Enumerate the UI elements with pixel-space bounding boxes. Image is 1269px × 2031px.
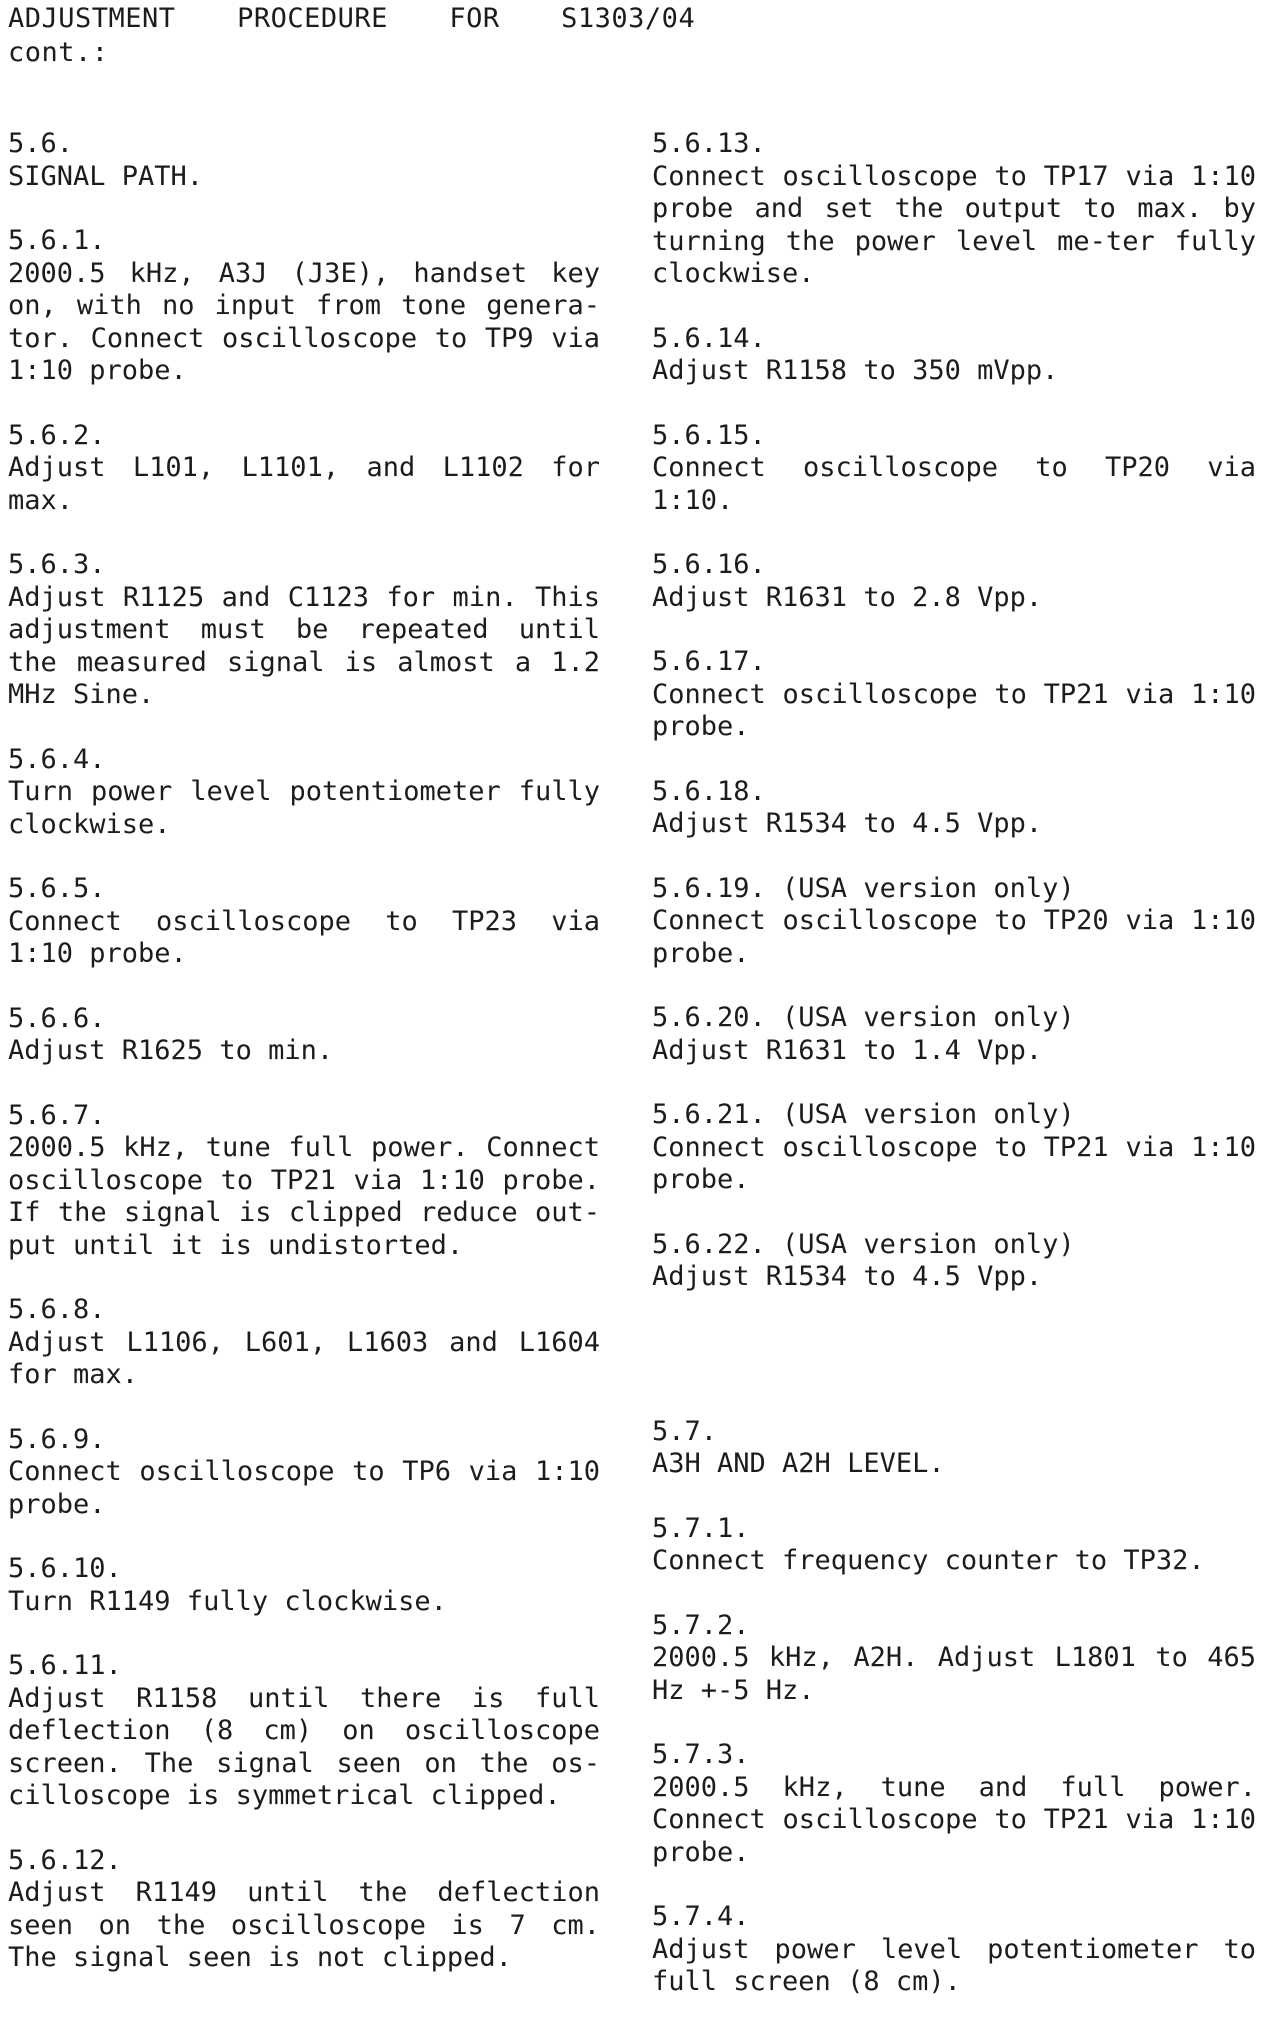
procedure-step bbox=[652, 1229, 1256, 1294]
step-text: Adjust L101, L1101, and L1102 for max. bbox=[8, 452, 600, 516]
procedure-step bbox=[8, 225, 600, 388]
procedure-step bbox=[652, 1416, 1256, 1481]
procedure-step bbox=[652, 1002, 1256, 1067]
right-column bbox=[652, 128, 1256, 2031]
procedure-step bbox=[8, 1845, 600, 1975]
procedure-step bbox=[8, 1003, 600, 1068]
step-number: 5.6.8. bbox=[8, 1294, 106, 1325]
step-number: 5.6.19. (USA version only) bbox=[652, 872, 1075, 904]
step-number: 5.6.2. bbox=[8, 419, 106, 451]
procedure-step bbox=[652, 1739, 1256, 1869]
step-number: 5.6. bbox=[8, 128, 74, 159]
procedure-step bbox=[652, 420, 1256, 518]
step-number: 5.6.16. bbox=[652, 549, 766, 580]
procedure-step bbox=[8, 549, 600, 712]
step-number: 5.6.5. bbox=[8, 873, 106, 904]
procedure-step bbox=[652, 1513, 1256, 1578]
procedure-step bbox=[8, 1424, 600, 1522]
step-text: Adjust L1106, L601, L1603 and L1604 for max. bbox=[8, 1326, 600, 1390]
step-number: 5.6.18. bbox=[652, 775, 766, 807]
step-text: Connect oscilloscope to TP6 via 1:10 probe. bbox=[8, 1456, 600, 1520]
step-text: Adjust R1631 to 1.4 Vpp. bbox=[652, 1034, 1043, 1066]
step-number: 5.6.20. (USA version only) bbox=[652, 1002, 1075, 1033]
step-number: 5.6.14. bbox=[652, 322, 766, 354]
procedure-step bbox=[8, 1650, 600, 1813]
step-text: A3H AND A2H LEVEL. bbox=[652, 1448, 945, 1479]
step-text: Adjust R1631 to 2.8 Vpp. bbox=[652, 581, 1043, 613]
document-header bbox=[8, 2, 695, 70]
procedure-step bbox=[652, 128, 1256, 291]
step-number: 5.6.12. bbox=[8, 1844, 122, 1876]
step-text: 2000.5 kHz, A3J (J3E), handset key on, with no input from tone genera-tor. Connect oscilloscope to TP9 via 1:10 probe. bbox=[8, 257, 600, 386]
step-number: 5.6.6. bbox=[8, 1002, 106, 1034]
procedure-step bbox=[652, 549, 1256, 614]
step-text: Adjust R1158 until there is full deflection (8 cm) on oscilloscope screen. The signal seen on the os-cilloscope is symmetrical clipped. bbox=[8, 1682, 600, 1811]
step-text: Connect oscilloscope to TP20 via 1:10. bbox=[652, 452, 1256, 516]
procedure-step bbox=[8, 873, 600, 971]
step-text: 2000.5 kHz, A2H. Adjust L1801 to 465 Hz +-5 Hz. bbox=[652, 1642, 1256, 1706]
procedure-step bbox=[652, 1901, 1256, 1999]
step-text: 2000.5 kHz, tune full power. Connect oscilloscope to TP21 via 1:10 probe. If the signal is clipped reduce out-put until it is undistorted. bbox=[8, 1132, 600, 1261]
procedure-step bbox=[8, 744, 600, 842]
step-number: 5.6.11. bbox=[8, 1650, 122, 1681]
step-text: Connect frequency counter to TP32. bbox=[652, 1545, 1205, 1576]
procedure-step bbox=[652, 1610, 1256, 1708]
procedure-step bbox=[8, 420, 600, 518]
step-text: 2000.5 kHz, tune and full power. Connect oscilloscope to TP21 via 1:10 probe. bbox=[652, 1771, 1256, 1868]
step-number: 5.7.3. bbox=[652, 1739, 750, 1770]
step-number: 5.6.3. bbox=[8, 549, 106, 580]
step-number: 5.6.15. bbox=[652, 419, 766, 451]
step-text: Turn R1149 fully clockwise. bbox=[8, 1585, 447, 1617]
step-number: 5.6.21. (USA version only) bbox=[652, 1099, 1075, 1130]
step-text: Adjust R1534 to 4.5 Vpp. bbox=[652, 808, 1043, 839]
step-number: 5.6.1. bbox=[8, 225, 106, 256]
document-title: ADJUSTMENT PROCEDURE FOR S1303/04 bbox=[8, 3, 696, 34]
step-number: 5.6.17. bbox=[652, 646, 766, 677]
procedure-step bbox=[8, 1553, 600, 1618]
step-text: Connect oscilloscope to TP23 via 1:10 probe. bbox=[8, 905, 600, 969]
step-number: 5.6.10. bbox=[8, 1553, 122, 1584]
step-number: 5.7.4. bbox=[652, 1901, 750, 1932]
step-text: Connect oscilloscope to TP17 via 1:10 probe and set the output to max. by turning the power level me-ter fully clockwise. bbox=[652, 160, 1256, 289]
step-text: Turn power level potentiometer fully clockwise. bbox=[8, 776, 600, 840]
step-number: 5.7.2. bbox=[652, 1609, 750, 1641]
step-text: Adjust R1158 to 350 mVpp. bbox=[652, 355, 1059, 386]
step-text: Adjust R1149 until the deflection seen on the oscilloscope is 7 cm. The signal seen is not clipped. bbox=[8, 1877, 600, 1973]
procedure-step bbox=[8, 1100, 600, 1263]
procedure-step bbox=[652, 323, 1256, 388]
step-text: SIGNAL PATH. bbox=[8, 160, 204, 192]
document-subtitle: cont.: bbox=[8, 37, 109, 68]
step-text: Adjust R1534 to 4.5 Vpp. bbox=[652, 1261, 1043, 1292]
step-text: Adjust power level potentiometer to full screen (8 cm). bbox=[652, 1933, 1256, 1997]
left-column bbox=[8, 128, 600, 2007]
step-text: Connect oscilloscope to TP21 via 1:10 probe. bbox=[652, 1131, 1256, 1195]
procedure-step bbox=[652, 873, 1256, 971]
procedure-step bbox=[652, 1099, 1256, 1197]
step-number: 5.6.7. bbox=[8, 1099, 106, 1131]
step-text: Connect oscilloscope to TP20 via 1:10 probe. bbox=[652, 905, 1256, 969]
procedure-step bbox=[8, 128, 600, 193]
procedure-step bbox=[652, 776, 1256, 841]
procedure-step bbox=[8, 1294, 600, 1392]
step-text: Adjust R1625 to min. bbox=[8, 1035, 334, 1066]
procedure-step bbox=[652, 646, 1256, 744]
step-number: 5.7.1. bbox=[652, 1512, 750, 1544]
step-number: 5.7. bbox=[652, 1415, 718, 1447]
step-text: Connect oscilloscope to TP21 via 1:10 probe. bbox=[652, 678, 1256, 742]
step-text: Adjust R1125 and C1123 for min. This adjustment must be repeated until the measured signal is almost a 1.2 MHz Sine. bbox=[8, 581, 600, 710]
step-number: 5.6.9. bbox=[8, 1423, 106, 1455]
section-gap bbox=[652, 1326, 1256, 1416]
step-number: 5.6.4. bbox=[8, 743, 106, 775]
step-number: 5.6.22. (USA version only) bbox=[652, 1228, 1075, 1260]
step-number: 5.6.13. bbox=[652, 128, 766, 159]
